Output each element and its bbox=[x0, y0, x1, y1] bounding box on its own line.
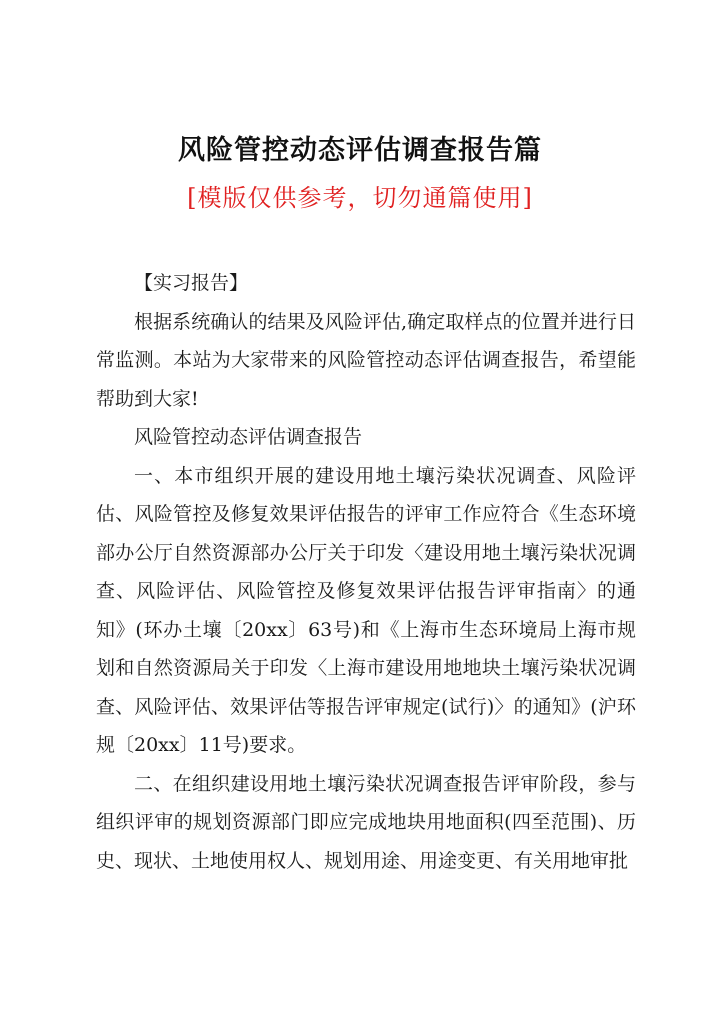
document-body bbox=[96, 264, 636, 880]
document-subtitle: [模版仅供参考，切勿通篇使用] bbox=[187, 184, 533, 212]
document-title: 风险管控动态评估调查报告篇 bbox=[178, 135, 542, 166]
paragraph-intro: 根据系统确认的结果及风险评估,确定取样点的位置并进行日常监测。本站为大家带来的风险管控动态评估调查报告，希望能帮助到大家! bbox=[96, 310, 636, 410]
paragraph-heading: 风险管控动态评估调查报告 bbox=[134, 426, 363, 448]
paragraph-item-1: 一、本市组织开展的建设用地土壤污染状况调查、风险评估、风险管控及修复效果评估报告的评审工作应符合《生态环境部办公厅自然资源部办公厅关于印发〈建设用地土壤污染状况调查、风险评估、风险管控及修复效果评估报告评审指南〉的通知》(环办土壤〔20xx〕63号)和《上海市生态环境局上海市规划和自然资源局关于印发〈上海市建设用地地块土壤污染状况调查、风险评估、效果评估等报告评审规定(试行)〉的通知》(沪环规〔20xx〕11号)要求。 bbox=[96, 464, 636, 756]
section-tag: 【实习报告】 bbox=[134, 272, 249, 294]
paragraph-item-2: 二、在组织建设用地土壤污染状况调查报告评审阶段，参与组织评审的规划资源部门即应完成地块用地面积(四至范围)、历史、现状、土地使用权人、规划用途、用途变更、有关用地审批 bbox=[96, 772, 636, 872]
